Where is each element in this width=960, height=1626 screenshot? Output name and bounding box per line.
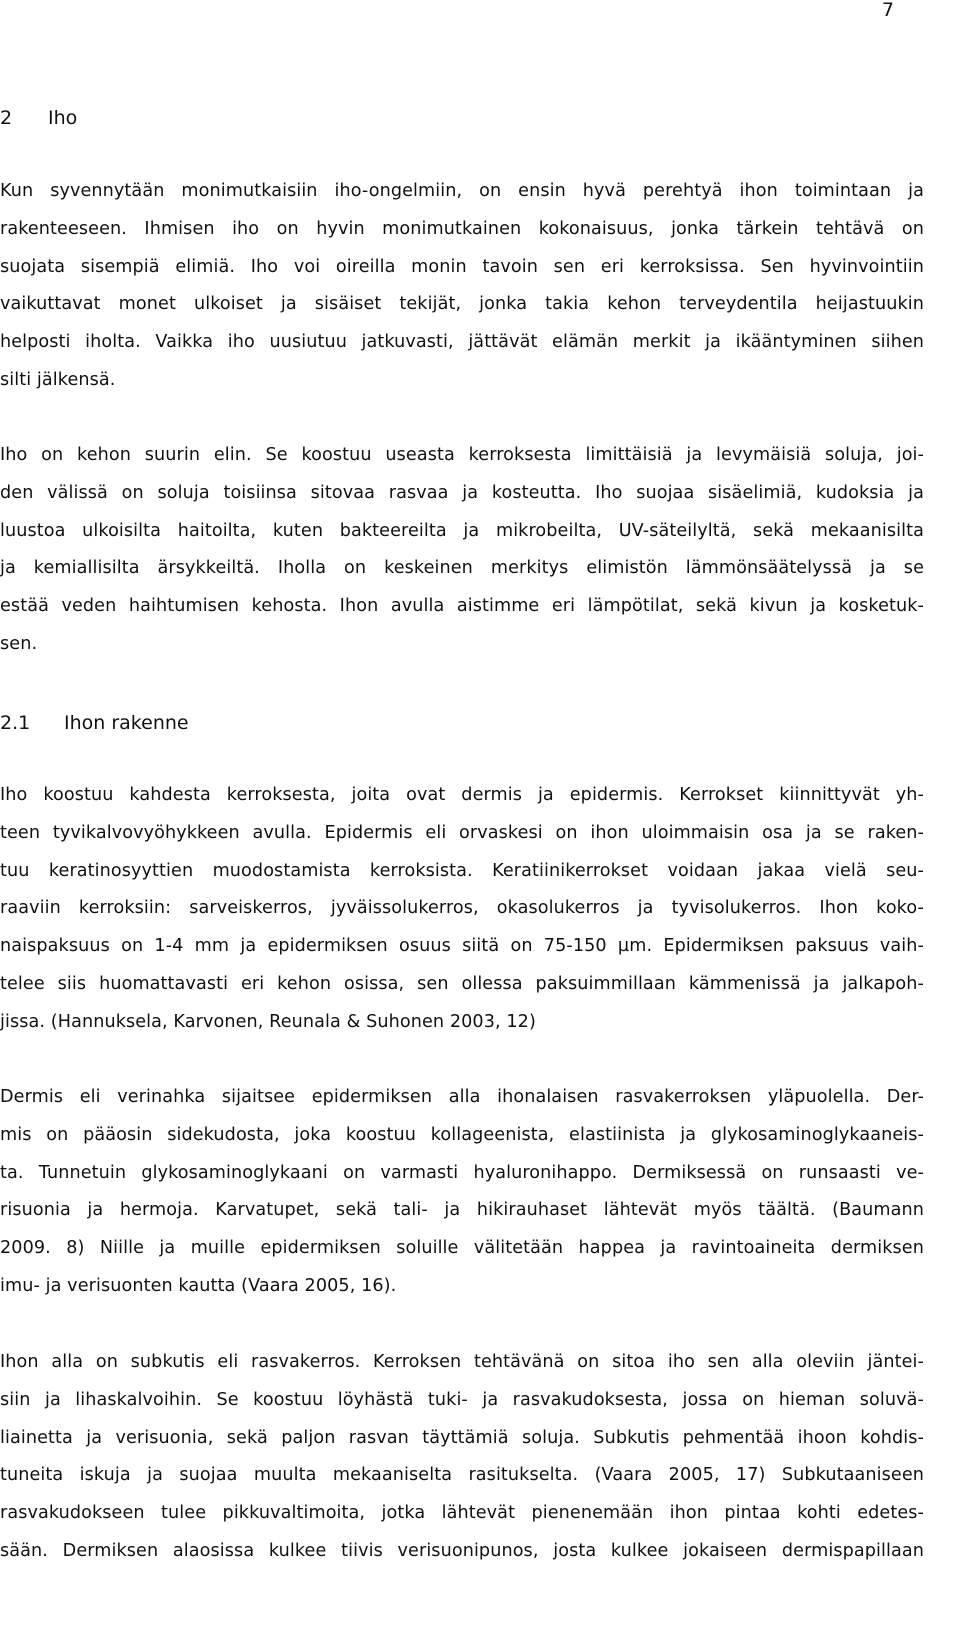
text-line: mis on pääosin sidekudosta, joka koostuu kollageenista, elastiinista ja glykosaminoglykaaneis- (0, 1124, 924, 1145)
paragraph-dermis (0, 1079, 924, 1306)
page-number: 7 (881, 0, 894, 21)
text-line: ta. Tunnetuin glykosaminoglykaani on varmasti hyaluronihappo. Dermiksessä on runsaasti ve- (0, 1162, 924, 1183)
text-line: teen tyvikalvovyöhykkeen avulla. Epidermis eli orvaskesi on ihon uloimmaisin osa ja se raken- (0, 822, 924, 843)
text-line: den välissä on soluja toisiinsa sitovaa rasvaa ja kosteutta. Iho suojaa sisäelimiä, kudoksia ja (0, 482, 924, 503)
section-title: Iho (48, 107, 78, 129)
text-line: ja kemiallisilta ärsykkeiltä. Iholla on keskeinen merkitys elimistön lämmönsäätelyssä ja se (0, 558, 924, 579)
subsection-number: 2.1 (0, 712, 31, 734)
text-line: rasvakudokseen tulee pikkuvaltimoita, jotka lähtevät pienenemään ihon pintaa kohti edetes- (0, 1503, 924, 1524)
text-line: tuu keratinosyyttien muodostamista kerroksista. Keratiinikerrokset voidaan jakaa vielä seu- (0, 860, 924, 881)
text-line: jissa. (Hannuksela, Karvonen, Reunala & Suhonen 2003, 12) (0, 1011, 536, 1032)
text-line: helposti iholta. Vaikka iho uusiutuu jatkuvasti, jättävät elämän merkit ja ikääntyminen siihen (0, 332, 924, 353)
text-line: telee siis huomattavasti eri kehon osissa, sen ollessa paksuimmillaan kämmenissä ja jalkapoh- (0, 973, 924, 994)
text-line: Dermis eli verinahka sijaitsee epidermiksen alla ihonalaisen rasvakerroksen yläpuolella. Der- (0, 1087, 924, 1107)
text-line: estää veden haihtumisen kehosta. Ihon avulla aistimme eri lämpötilat, sekä kivun ja kosketuk- (0, 596, 924, 617)
text-line: tuneita iskuja ja suojaa muulta mekaaniselta rasitukselta. (Vaara 2005, 17) Subkutaaniseen (0, 1465, 924, 1486)
text-line: rakenteeseen. Ihmisen iho on hyvin monimutkainen kokonaisuus, jonka tärkein tehtävä on (0, 218, 924, 239)
paragraph-subcutis (0, 1344, 924, 1571)
text-line: liainetta ja verisuonia, sekä paljon rasvan täyttämiä soluja. Subkutis pehmentää ihoon kohdis- (0, 1427, 924, 1448)
section-heading (0, 106, 77, 130)
text-line: luustoa ulkoisilta haitoilta, kuten bakteereilta ja mikrobeilta, UV-säteilyltä, sekä mekaanisilta (0, 520, 924, 541)
text-line: 2009. 8) Niille ja muille epidermiksen soluille välitetään happea ja ravintoaineita dermiksen (0, 1238, 924, 1259)
paragraph-largest-organ (0, 437, 924, 664)
text-line: risuonia ja hermoja. Karvatupet, sekä tali- ja hikirauhaset lähtevät myös täältä. (Baumann (0, 1200, 924, 1221)
paragraph-intro (0, 173, 924, 400)
subsection-heading (0, 711, 189, 735)
section-number: 2 (0, 107, 13, 129)
text-line: siin ja lihaskalvoihin. Se koostuu löyhästä tuki- ja rasvakudoksesta, jossa on hieman soluvä- (0, 1389, 924, 1410)
text-line: silti jälkensä. (0, 369, 116, 390)
text-line: Kun syvennytään monimutkaisiin iho-ongelmiin, on ensin hyvä perehtyä ihon toimintaan ja (0, 181, 924, 201)
text-line: naispaksuus on 1-4 mm ja epidermiksen osuus siitä on 75-150 µm. Epidermiksen paksuus vaih- (0, 936, 924, 957)
paragraph-layers (0, 777, 924, 1042)
text-line: Iho koostuu kahdesta kerroksesta, joita ovat dermis ja epidermis. Kerrokset kiinnittyvät yh- (0, 785, 924, 805)
text-line: raaviin kerroksiin: sarveiskerros, jyväissolukerros, okasolukerros ja tyvisolukerros. Ihon koko- (0, 898, 924, 919)
text-line: suojata sisempiä elimiä. Iho voi oireilla monin tavoin sen eri kerroksissa. Sen hyvinvointiin (0, 256, 924, 277)
text-line: Iho on kehon suurin elin. Se koostuu useasta kerroksesta limittäisiä ja levymäisiä soluja, joi- (0, 445, 924, 465)
text-line: Ihon alla on subkutis eli rasvakerros. Kerroksen tehtävänä on sitoa iho sen alla oleviin jäntei- (0, 1352, 924, 1372)
text-line: vaikuttavat monet ulkoiset ja sisäiset tekijät, jonka takia kehon terveydentila heijastuukin (0, 294, 924, 315)
text-line: sään. Dermiksen alaosissa kulkee tiivis verisuonipunos, josta kulkee jokaiseen dermispapillaan (0, 1540, 924, 1561)
text-line: imu- ja verisuonten kautta (Vaara 2005, 16). (0, 1275, 397, 1296)
text-line: sen. (0, 633, 38, 654)
subsection-title: Ihon rakenne (64, 712, 189, 734)
